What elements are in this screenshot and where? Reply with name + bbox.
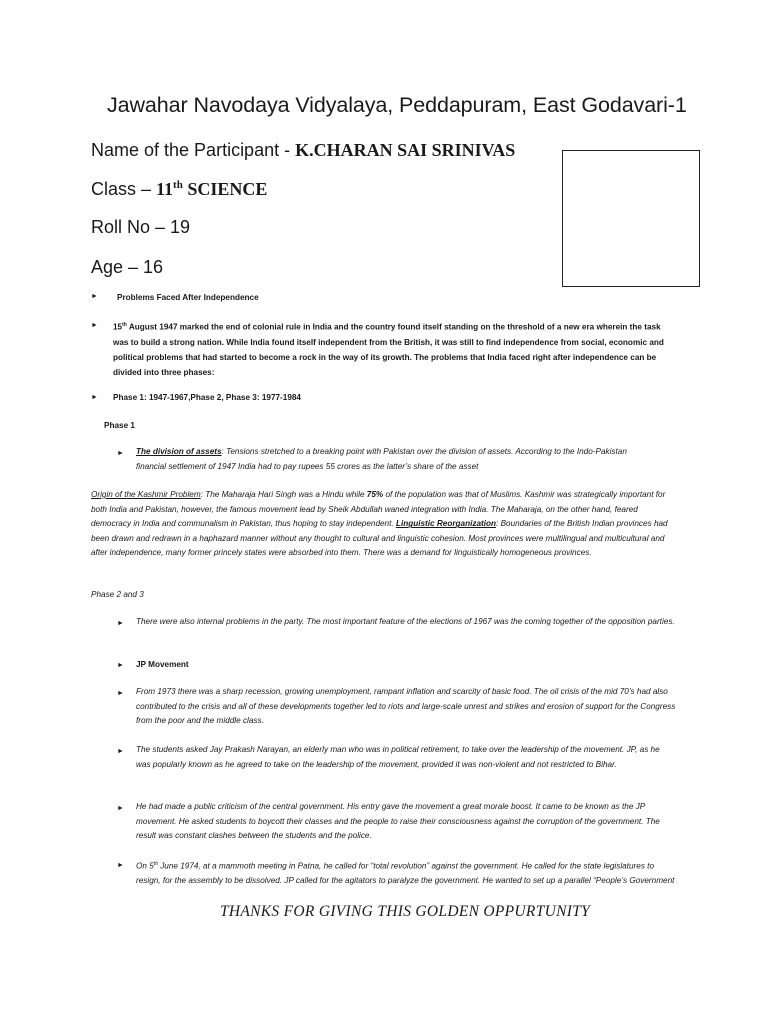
kashmir-text-2: of the population was that of Muslims. Kashmir was strategically important for both India and Pakistan, however, the famous movement lead by Sheik Abdullah waned integration with India. The Maharaja, on the other hand, feared democracy in India and communalism in Pakistan, thus hoping to stay independent.	[91, 490, 666, 529]
students-paragraph: The students asked Jay Prakash Narayan, an elderly man who was in political retirement, to take over the leadership of the movement. JP, as he was popularly known as he agreed to take on the leadership of the movement, provided it was non-violent and not restricted to Bihar.	[136, 745, 660, 769]
june-paragraph	[136, 857, 676, 889]
linguistic-title: Linguistic Reorganization	[395, 519, 497, 529]
phase1-label: Phase 1	[104, 421, 135, 430]
bullet-icon: ►	[91, 394, 98, 401]
criticism-paragraph: He had made a public criticism of the central government. His entry gave the movement a great morale boost. It came to be known as the JP movement. He asked students to boycott their classes and the people to raise their consciousness against the corruption of the government. The result was constant clashes between the students and the police.	[136, 802, 660, 841]
bullet-icon: ►	[117, 662, 124, 669]
intro-text: August 1947 marked the end of colonial rule in India and the country found itself standing on the threshold of a new era wherein the task was to build a strong nation. While India found itself independent from the British, it was still to find independence from social, economic and political problems that had started to become a rock in the way of its growth. The problems that India faced right after independence can be divided into three phases:	[113, 322, 664, 377]
linguistic-text: : Boundaries of the British Indian provinces had been drawn and redrawn in a haphazard manner without any thought to cultural and linguistic cohesion. Most provinces were multilingual and multicultural and after independence, many former princely states were absorbed into them. There was a demand for linguistically homogeneous provinces.	[91, 519, 668, 558]
division-paragraph	[136, 445, 656, 474]
thanks-footer: THANKS FOR GIVING THIS GOLDEN OPPURTUNITY	[219, 903, 591, 920]
participant-name-row	[91, 140, 515, 161]
phases-list: Phase 1: 1947-1967,Phase 2, Phase 3: 1977-1984	[113, 393, 301, 402]
bullet-icon: ►	[117, 450, 124, 457]
division-title: The division of assets	[136, 447, 222, 456]
kashmir-title: Origin of the Kashmir Problem	[91, 490, 201, 499]
class-row	[91, 179, 267, 200]
name-label: Name of the Participant -	[91, 140, 296, 160]
bullet-icon: ►	[117, 620, 124, 627]
bullet-icon: ►	[117, 748, 124, 755]
class-label: Class –	[91, 179, 157, 199]
bullet-icon: ►	[117, 862, 124, 869]
kashmir-text-1: : The Maharaja Hari Singh was a Hindu while	[200, 490, 367, 499]
june-suffix: th	[153, 861, 158, 867]
division-text: : Tensions stretched to a breaking point with Pakistan over the division of assets. According to the Indo-Pakistan financial settlement of 1947 India had to pay rupees 55 crores as the latter’s share of the asset	[136, 447, 627, 471]
bullet-icon: ►	[91, 293, 98, 300]
class-suffix: th	[173, 179, 183, 191]
internal-problems: There were also internal problems in the party. The most important feature of the elections of 1967 was the coming together of the opposition parties.	[136, 617, 675, 626]
recession-paragraph: From 1973 there was a sharp recession, growing unemployment, rampant inflation and scarcity of basic food. The oil crisis of the mid 70’s had also contributed to the crisis and all of these developments together led to riots and large-scale unrest and strikes and erosion of support for the Congress from the poor and the middle class.	[136, 687, 676, 726]
class-number: 11	[156, 179, 174, 199]
kashmir-percent: 75%	[366, 490, 384, 499]
intro-date-suffix: th	[122, 322, 127, 328]
intro-paragraph	[113, 318, 673, 380]
bullet-icon: ►	[117, 805, 124, 812]
bullet-icon: ►	[91, 322, 98, 329]
june-pre: On 5	[136, 861, 154, 871]
kashmir-paragraph	[91, 488, 671, 561]
jp-heading: JP Movement	[136, 660, 189, 669]
age: Age – 16	[91, 257, 164, 277]
section-heading: Problems Faced After Independence	[117, 293, 259, 302]
roll-number: Roll No – 19	[91, 217, 191, 237]
photo-box	[562, 150, 700, 287]
name-value: K.CHARAN SAI SRINIVAS	[295, 140, 516, 160]
page-title: Jawahar Navodaya Vidyalaya, Peddapuram, East Godavari-1	[107, 93, 687, 117]
bullet-icon: ►	[117, 690, 124, 697]
june-text: June 1974, at a mammoth meeting in Patna, he called for “total revolution” against the government. He called for the state legislatures to resign, for the assembly to be dissolved. JP called for the agitators to paralyze the government. He wanted to set up a parallel “People’s Government	[136, 861, 675, 886]
phase23-label: Phase 2 and 3	[91, 590, 144, 599]
intro-date: 15	[113, 322, 123, 332]
class-stream: SCIENCE	[182, 179, 268, 199]
